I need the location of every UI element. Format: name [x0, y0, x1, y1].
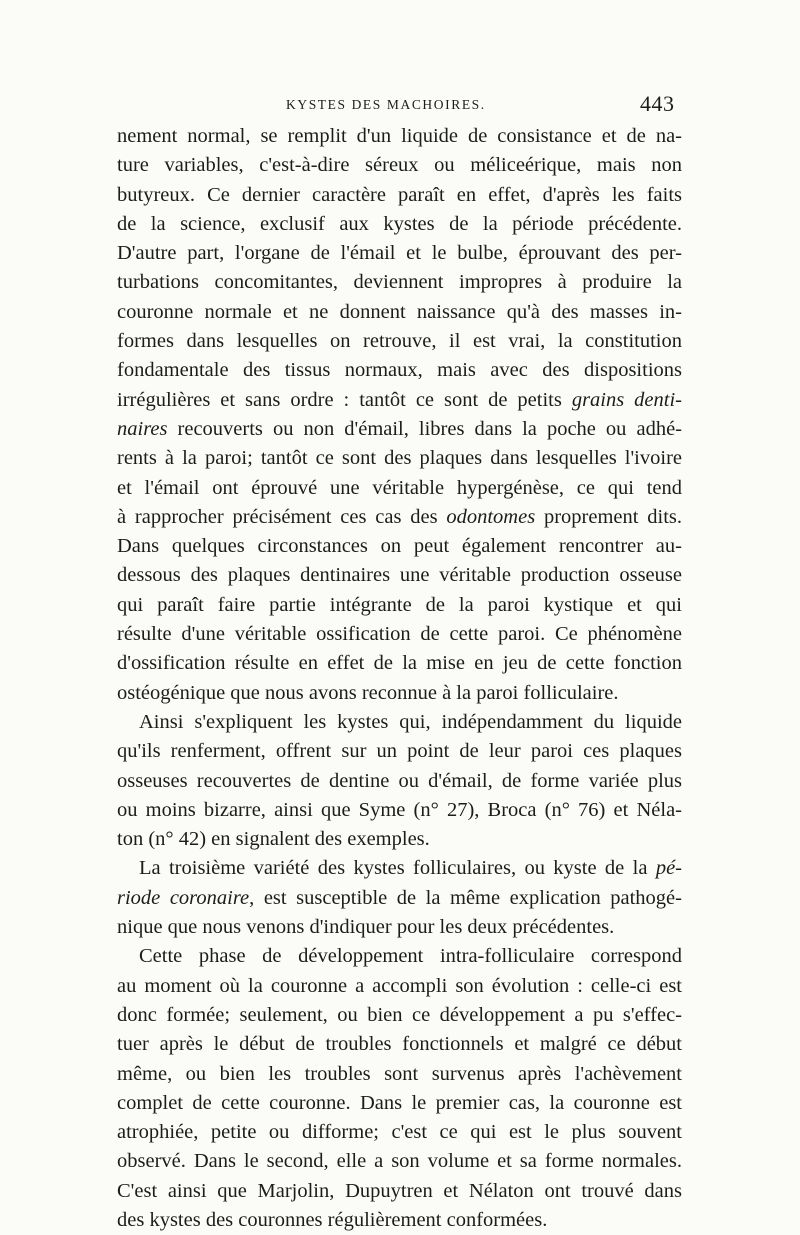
text-line: butyreux. Ce dernier caractère paraît en effet, d'après les faits: [117, 183, 682, 206]
text-line: résulte d'une véritable ossification de cette paroi. Ce phénomène: [117, 623, 682, 646]
text-run: proprement dits.: [535, 505, 682, 528]
text-line: des kystes des couronnes régulièrement conformées.: [117, 1208, 548, 1231]
text-run: recouverts ou non d'émail, libres dans la poche ou adhé-: [167, 417, 682, 440]
text-line: dessous des plaques dentinaires une véritable production osseuse: [117, 564, 682, 587]
text-line: D'autre part, l'organe de l'émail et le bulbe, éprouvant des per-: [117, 242, 682, 265]
text-line: ture variables, c'est-à-dire séreux ou méliceérique, mais non: [117, 154, 682, 177]
text-line: ton (n° 42) en signalent des exemples.: [117, 828, 430, 851]
text-line: osseuses recouvertes de dentine ou d'émail, de forme variée plus: [117, 769, 682, 792]
text-run: à rapprocher précisément ces cas des: [117, 505, 447, 528]
running-title: KYSTES DES MACHOIRES.: [286, 97, 486, 112]
text-line: turbations concomitantes, deviennent impropres à produire la: [117, 271, 682, 294]
text-run: , est susceptible de la même explication pathogé-: [249, 886, 682, 909]
italic-term: pé-: [655, 857, 682, 880]
text-line: ostéogénique que nous avons reconnue à la paroi folliculaire.: [117, 681, 619, 704]
text-line: [117, 854, 682, 883]
text-line: d'ossification résulte en effet de la mise en jeu de cette fonction: [117, 652, 682, 675]
text-line: et l'émail ont éprouvé une véritable hypergénèse, ce qui tend: [117, 476, 682, 499]
text-line: formes dans lesquelles on retrouve, il est vrai, la constitution: [117, 330, 682, 353]
body-text: [117, 122, 682, 1235]
text-line: rents à la paroi; tantôt ce sont des plaques dans lesquelles l'ivoire: [117, 447, 682, 470]
text-run: irrégulières et sans ordre : tantôt ce sont de petits: [117, 388, 572, 411]
text-line: couronne normale et ne donnent naissance qu'à des masses in-: [117, 300, 682, 323]
text-line: même, ou bien les troubles sont survenus après l'achèvement: [117, 1062, 682, 1085]
text-line: qu'ils renferment, offrent sur un point de leur paroi ces plaques: [117, 740, 682, 763]
text-line: tuer après le début de troubles fonctionnels et malgré ce début: [117, 1033, 682, 1056]
text-line: nement normal, se remplit d'un liquide de consistance et de na-: [117, 125, 682, 147]
text-line: au moment où la couronne a accompli son évolution : celle-ci est: [117, 974, 682, 997]
text-line: C'est ainsi que Marjolin, Dupuytren et Nélaton ont trouvé dans: [117, 1179, 682, 1202]
page-number: 443: [640, 91, 675, 116]
text-line: [117, 884, 682, 913]
text-line: [117, 415, 682, 444]
text-line: de la science, exclusif aux kystes de la période précédente.: [117, 212, 682, 235]
text-line: fondamentale des tissus normaux, mais avec des dispositions: [117, 359, 682, 382]
italic-term: riode coronaire: [117, 886, 250, 909]
italic-term: naires: [117, 417, 168, 440]
text-line: donc formée; seulement, ou bien ce développement a pu s'effec-: [117, 1003, 682, 1026]
text-line: [117, 386, 682, 415]
text-line: Ainsi s'expliquent les kystes qui, indépendamment du liquide: [139, 710, 682, 733]
italic-term: odontomes: [446, 505, 536, 528]
text-run: La troisième variété des kystes folliculaires, ou kyste de la: [139, 857, 656, 880]
text-line: Cette phase de développement intra-folliculaire correspond: [139, 945, 682, 968]
text-line: complet de cette couronne. Dans le premier cas, la couronne est: [117, 1091, 682, 1114]
text-line: nique que nous venons d'indiquer pour les deux précédentes.: [117, 916, 615, 939]
text-line: qui paraît faire partie intégrante de la paroi kystique et qui: [117, 593, 682, 616]
text-line: atrophiée, petite ou difforme; c'est ce qui est le plus souvent: [117, 1121, 682, 1144]
italic-term: grains denti-: [571, 388, 682, 411]
text-line: [117, 503, 682, 532]
text-line: observé. Dans le second, elle a son volume et sa forme normales.: [117, 1150, 682, 1173]
text-line: Dans quelques circonstances on peut également rencontrer au-: [117, 535, 682, 558]
text-line: ou moins bizarre, ainsi que Syme (n° 27), Broca (n° 76) et Néla-: [117, 798, 682, 821]
